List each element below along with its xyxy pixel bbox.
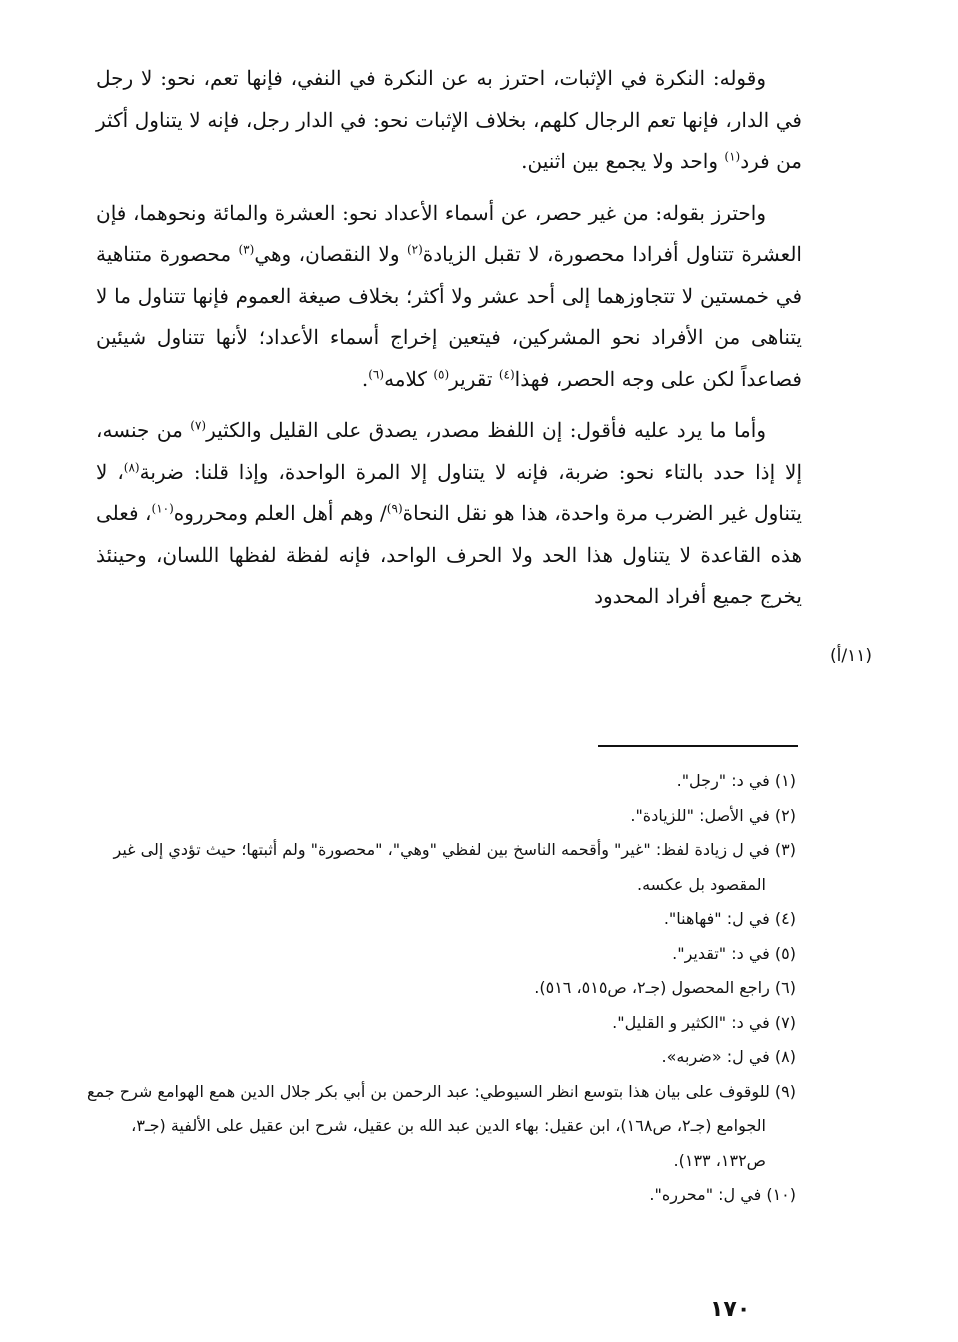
paragraph-text: تقرير [449,366,499,391]
paragraph-text: ولا النقصان، وهي [254,242,407,266]
paragraph-text: واحد ولا يجمع بين اثنين. [521,149,725,173]
main-text [96,58,802,628]
footnote-item: (٩) للوقوف على بيان هذا بتوسع انظر السيوطي: عبد الرحمن بن أبي بكر جلال الدين همع الهوامع شرح جمع الجوامع (جـ٢، ص١٦٨)، ابن عقيل: بهاء الدين عبد الله بن عقيل، شرح ابن عقيل على الألفية (جـ٣، ص١٣٢، ١٣٣). [87,1081,796,1170]
paragraph-text: / وهم أهل العلم ومحرروه [173,501,387,525]
footnote-item: (٧) في د: "الكثير و القليل". [612,1012,796,1032]
footnote-reference: (٥) [433,366,450,381]
paragraph-text: ، فعلى هذه القاعدة لا يتناول هذا الحد ولا الحرف الواحد، فإنه لفظة لفظها اللسان، وحينئذ يخرج جميع أفراد المحدود [96,501,802,608]
footnote-separator [598,745,798,747]
footnote-item: (٢) في الأصل: "للزيادة". [630,805,796,825]
footnote-reference: (٨) [123,459,140,474]
footnote-item: (٥) في د: "تقدير". [672,943,796,963]
paragraph-text: واحترز بقوله: من غير حصر، عن أسماء الأعداد نحو: العشرة والمائة ونحوهما، فإن العشرة تتناول أفرادا محصورة، لا تقبل الزيادة [96,200,802,266]
paragraph-text: محصورة متناهية في خمستين لا تتجاوزهما إلى أحد عشر ولا أكثر؛ بخلاف صيغة العموم فإنها تتناول ما لا يتناهى من الأفراد نحو المشركين، فيتعين إخراج أسماء الأعداد؛ لأنها تتناول شيئين فصاعداً لكن على وجه الحصر، فهذا [96,242,802,391]
paragraph-text: من جنسه، إلا إذا حدد بالتاء نحو: ضربة، فإنه لا يتناول إلا المرة الواحدة، وإذا قلنا: ضربة [96,418,802,484]
footnote-reference: (١٠) [151,501,174,516]
page-number: ١٧٠ [710,1297,751,1322]
footnote-reference: (٩) [386,501,403,516]
footnote-reference: (٦) [368,366,385,381]
footnote-item: (١) في د: "رجل". [676,771,796,790]
footnote-reference: (٧) [190,418,207,433]
footnote-item: (٨) في ل: «ضربه». [661,1047,796,1066]
footnotes [80,764,796,1213]
footnote-reference: (٢) [406,242,423,257]
manuscript-folio-marker: (١١/أ) [830,646,872,666]
paragraph-text: . [361,366,369,391]
footnote-reference: (١) [724,149,741,164]
paragraph-text: وقوله: النكرة في الإثبات، احترز به عن النكرة في النفي، فإنها تعم، نحو: لا رجل في الدار، فإنها تعم الرجال كلهم، بخلاف الإثبات نحو: في الدار رجل، فإنه لا يتناول أكثر من فرد [96,66,802,173]
paragraph-text: وأما ما يرد عليه فأقول: إن اللفظ مصدر، يصدق على القليل والكثير [206,418,766,442]
footnote-item: (٤) في ل: "فهاهنا". [663,909,796,928]
paragraph [96,193,802,401]
footnote-item: (٣) في ل زيادة لفظ: "غير" وأقحمه الناسخ بين لفظي "وهي"، "محصورة" ولم أثبتها؛ حيث تؤدي إلى غير المقصود بل عكسه. [113,840,796,894]
footnote-reference: (٣) [238,242,255,257]
paragraph-text: ، لا يتناول غير الضرب مرة واحدة، هذا هو نقل النحاة [96,459,802,525]
footnote-item: (٦) راجع المحصول (جـ٢، ص٥١٥، ٥١٦). [534,978,796,997]
paragraph [96,410,802,618]
footnote-reference: (٤) [498,366,515,381]
footnote-item: (١٠) في ل: "محرره". [649,1185,796,1204]
paragraph [96,58,802,183]
paragraph-text: كلامه [384,366,434,391]
